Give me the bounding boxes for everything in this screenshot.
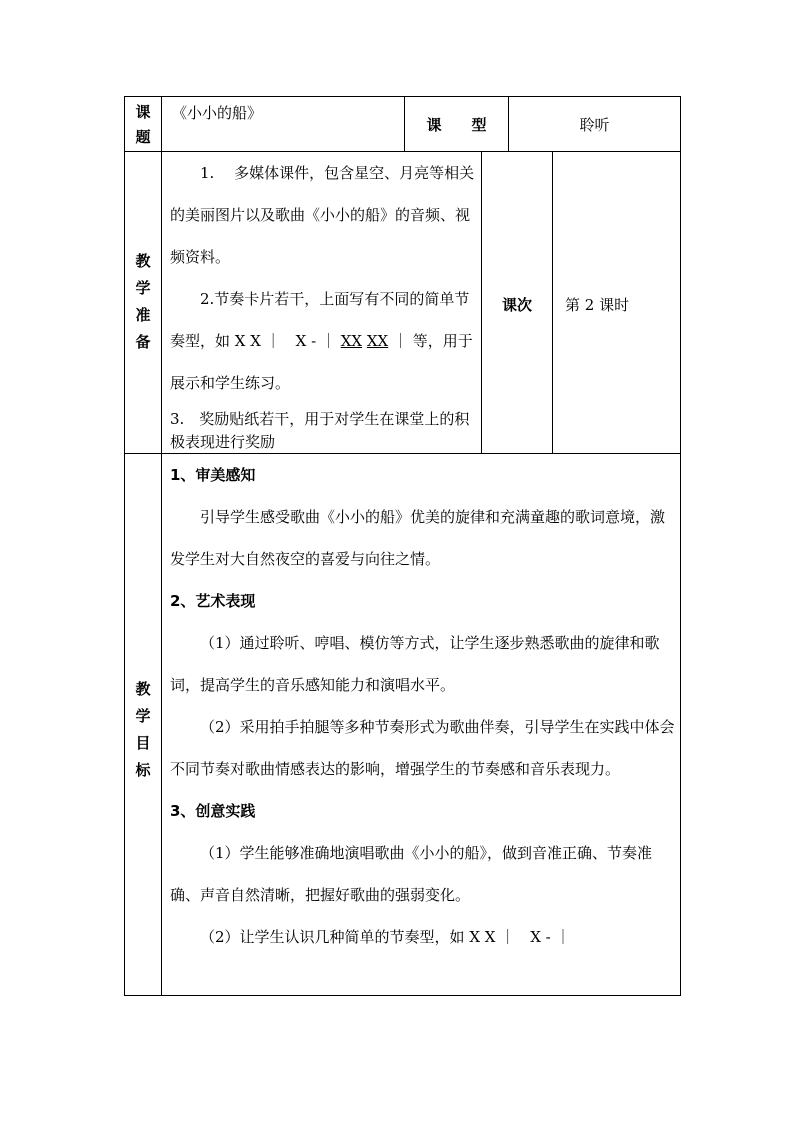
prep-item-1: 1. 多媒体课件，包含星空、月亮等相关的美丽图片以及歌曲《小小的船》的音频、视频资料。 (170, 164, 475, 266)
prep-item-2-text: 2.节奏卡片若干，上面写有不同的简单节奏型，如 X X ｜ X - ｜ (170, 290, 470, 350)
goals-paragraph: （2）让学生认识几种简单的节奏型，如 X X ｜ X - ｜ (200, 928, 571, 946)
goals-label-char: 目 (135, 734, 151, 752)
goals-heading-3: 3、创意实践 (170, 802, 256, 820)
goals-paragraph: （2）采用拍手拍腿等多种节奏形式为歌曲伴奏，引导学生在实践中体会不同节奏对歌曲情感表达的影响，增强学生的节奏感和音乐表现力。 (170, 718, 675, 778)
topic-label-char: 题 (135, 128, 151, 146)
prep-content (170, 152, 476, 454)
label-column-divider (161, 96, 162, 996)
goals-label-char: 教 (135, 680, 151, 698)
row2-divider-b (552, 151, 553, 454)
topic-label (125, 98, 161, 151)
rhythm-underlined: XX (340, 332, 363, 350)
prep-label-char: 教 (135, 252, 151, 270)
period-value: 第 2 课时 (565, 296, 630, 314)
type-label: 课 型 (426, 116, 487, 134)
rhythm-underlined: XX (366, 332, 389, 350)
topic-label-char: 课 (135, 103, 151, 121)
type-value: 聆听 (579, 116, 610, 134)
prep-label-char: 备 (135, 333, 151, 351)
goals-label (125, 676, 161, 784)
goals-paragraph: 引导学生感受歌曲《小小的船》优美的旋律和充满童趣的歌词意境，激发学生对大自然夜空的喜爱与向往之情。 (170, 508, 666, 568)
goals-content (170, 454, 676, 958)
prep-label-char: 学 (135, 279, 151, 297)
goals-label-char: 学 (135, 707, 151, 725)
prep-label (125, 248, 161, 356)
goals-label-char: 标 (135, 761, 151, 779)
goals-heading-2: 2、艺术表现 (170, 592, 256, 610)
prep-label-char: 准 (135, 306, 151, 324)
prep-item-3: 3. 奖励贴纸若干，用于对学生在课堂上的积极表现进行奖励 (170, 410, 470, 451)
period-label: 课次 (501, 296, 532, 314)
table-border-left (124, 96, 125, 996)
goals-heading-1: 1、审美感知 (170, 466, 256, 484)
table-border-bottom (124, 995, 681, 996)
goals-paragraph: （1）通过聆听、哼唱、模仿等方式，让学生逐步熟悉歌曲的旋律和歌词，提高学生的音乐感知能力和演唱水平。 (170, 634, 660, 694)
prep-item-2-text: ｜ 等，用于展示和学生练习。 (170, 332, 473, 392)
prep-item-2 (170, 278, 476, 404)
table-border-top (124, 96, 681, 97)
lesson-plan-table (124, 96, 681, 996)
table-border-right (680, 96, 681, 996)
goals-paragraph: （1）学生能够准确地演唱歌曲《小小的船》，做到音准正确、节奏准确、声音自然清晰，把握好歌曲的强弱变化。 (170, 844, 653, 904)
topic-value: 《小小的船》 (172, 104, 263, 122)
